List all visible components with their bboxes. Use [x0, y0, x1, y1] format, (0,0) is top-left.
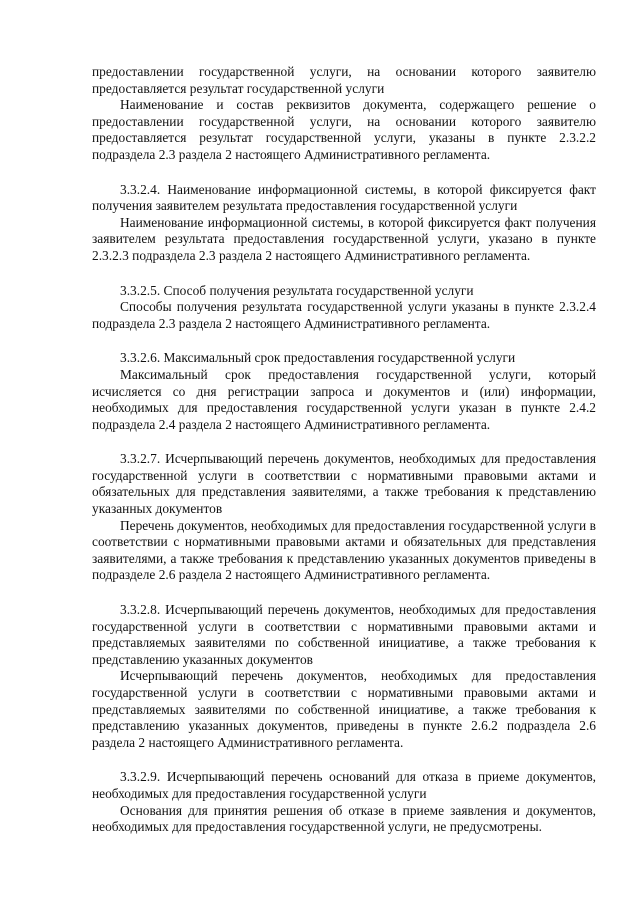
section-3-3-2-8 — [92, 602, 596, 751]
section-heading: 3.3.2.9. Исчерпывающий перечень оснований для отказа в приеме документов, необходимых для предоставления государственной услуги — [92, 769, 596, 801]
section-3-3-2-6 — [92, 350, 596, 433]
section-3-3-2-9 — [92, 769, 596, 835]
section-3-3-2-7 — [92, 451, 596, 584]
paragraph-body: Наименование и состав реквизитов документа, содержащего решение о предоставлении государственной услуги, на основании которого заявителю предоставляется результат государственной услуги, указаны в пункте 2.3.2.2 подраздела 2.3 раздела 2 настоящего Административного регламента. — [92, 97, 596, 162]
paragraph-body: Основания для принятия решения об отказе в приеме заявления и документов, необходимых для предоставления государственной услуги, не предусмотрены. — [92, 802, 596, 835]
section-result-document — [92, 64, 596, 164]
section-heading: 3.3.2.6. Максимальный срок предоставления государственной услуги — [120, 350, 516, 366]
section-heading: 3.3.2.7. Исчерпывающий перечень документов, необходимых для предоставления государственной услуги в соответствии с нормативными правовыми актами и обязательных для представления заявителями, а также требования к представлению указанных документов — [92, 451, 596, 517]
paragraph-body: Наименование информационной системы, в которой фиксируется факт получения заявителем результата предоставления государственной услуги, указано в пункте 2.3.2.3 подраздела 2.3 раздела 2 настоящего Административного регламента. — [92, 214, 596, 263]
paragraph-body: Исчерпывающий перечень документов, необходимых для предоставления государственной услуги в соответствии с нормативными правовыми актами и представляемых заявителями по собственной инициативе, а также требования к представлению указанных документов, приведены в пункте 2.6.2 подраздела 2.6 раздела 2 настоящего Административного регламента. — [92, 668, 596, 750]
paragraph-body: Способы получения результата государственной услуги указаны в пункте 2.3.2.4 подраздела 2.3 раздела 2 настоящего Административного регламента. — [92, 299, 596, 331]
section-3-3-2-5 — [92, 283, 596, 333]
section-heading: 3.3.2.4. Наименование информационной системы, в которой фиксируется факт получения заявителем результата предоставления государственной услуги — [92, 181, 596, 214]
section-3-3-2-4 — [92, 182, 596, 265]
paragraph-body: Максимальный срок предоставления государственной услуги, который исчисляется со дня регистрации запроса и документов и (или) информации, необходимых для предоставления государственной услуги указан в пункте 2.4.2 подраздела 2.4 раздела 2 настоящего Административного регламента. — [92, 366, 596, 432]
section-heading: 3.3.2.5. Способ получения результата государственной услуги — [120, 282, 474, 298]
paragraph-continuation: предоставлении государственной услуги, на основании которого заявителю предоставляется результат государственной услуги — [92, 64, 596, 96]
section-heading: 3.3.2.8. Исчерпывающий перечень документов, необходимых для предоставления государственной услуги в соответствии с нормативными правовыми актами и представляемых заявителями по собственной инициативе, а также требования к представлению указанных документов — [92, 602, 596, 667]
paragraph-body: Перечень документов, необходимых для предоставления государственной услуги в соответствии с нормативными правовыми актами и обязательных для представления заявителями, а также требования к представлению указанных документов приведены в подразделе 2.6 раздела 2 настоящего Административного регламента. — [92, 517, 596, 583]
